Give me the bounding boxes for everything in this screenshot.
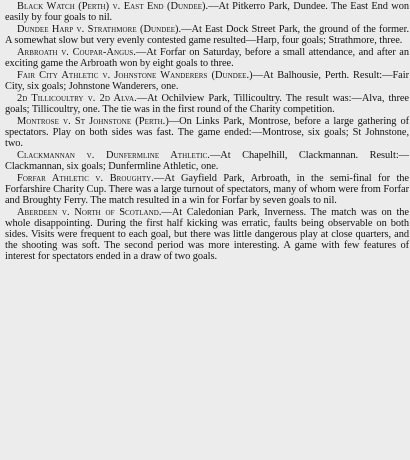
match-text: —At Caledonian Park, Inverness. The match was on the whole disappointing. During the first half kicking was erratic, faults being observable on both sides. Visits were frequent to each goal, but there was little dangerous play at close quarters, and the shooting was soft. The second period was more interesting. A game with few features of interest for spectators ended in a draw of two goals. [5, 206, 409, 263]
match-headline: Montrose v. St Johnstone (Perth.) [17, 115, 169, 127]
match-report [5, 150, 409, 172]
match-text: —On Links Park, Montrose, before a large gathering of spectators. Play on both sides was fast. The game ended:—Montrose, six goals; St Johnstone, two. [5, 115, 409, 149]
match-text: —At Gayfield Park, Arbroath, in the semi-final for the Forfarshire Charity Cup. There was a large turnout of spectators, many of whom were from Forfar and Broughty Ferry. The match resulted in a win for Forfar by seven goals to nil. [5, 172, 409, 206]
match-headline: Aberdeen v. North of Scotland. [17, 206, 162, 218]
match-text: —At Ochilview Park, Tillicoultry. The result was:—Alva, three goals; Tillicoultry, one. The tie was in the first round of the Charity competition. [5, 92, 409, 115]
match-report [5, 70, 409, 92]
match-headline: Clackmannan v. Dunfermline Athletic. [17, 149, 210, 161]
match-headline: Black Watch (Perth) v. East End (Dundee). [17, 1, 209, 12]
match-report [5, 24, 409, 46]
match-text: —At Balhousie, Perth. Result:—Fair City, six goals; Johnstone Wanderers, one. [5, 69, 409, 92]
match-headline: Dundee Harp v. Strathmore (Dundee). [17, 23, 182, 35]
match-headline: Fair City Athletic v. Johnstone Wanderers (Dundee.) [17, 69, 253, 81]
football-results-column [5, 1, 409, 263]
match-report [5, 116, 409, 150]
match-report [5, 1, 409, 23]
match-headline: Arbroath v. Coupar-Angus. [17, 46, 136, 58]
match-report [5, 173, 409, 207]
match-report [5, 47, 409, 69]
match-report [5, 93, 409, 115]
match-text: —At Pitkerro Park, Dundee. The East End won easily by four goals to nil. [5, 1, 409, 24]
match-text: —At Forfar on Saturday, before a small attendance, and after an exciting game the Arbroath won by eight goals to three. [5, 46, 409, 70]
match-text: —At East Dock Street Park, the ground of the former. A somewhat slow but very evenly contested game resulted—Harp, four goals; Strathmore, three. [5, 23, 409, 47]
match-headline: 2d Tillicoultry v. 2d Alva. [17, 92, 137, 104]
match-report [5, 207, 409, 263]
match-headline: Forfar Athletic v. Broughty. [17, 172, 154, 184]
match-text: —At Chapelhill, Clackmannan. Result:—Clackmannan, six goals; Dunfermline Athletic, one. [5, 149, 409, 172]
